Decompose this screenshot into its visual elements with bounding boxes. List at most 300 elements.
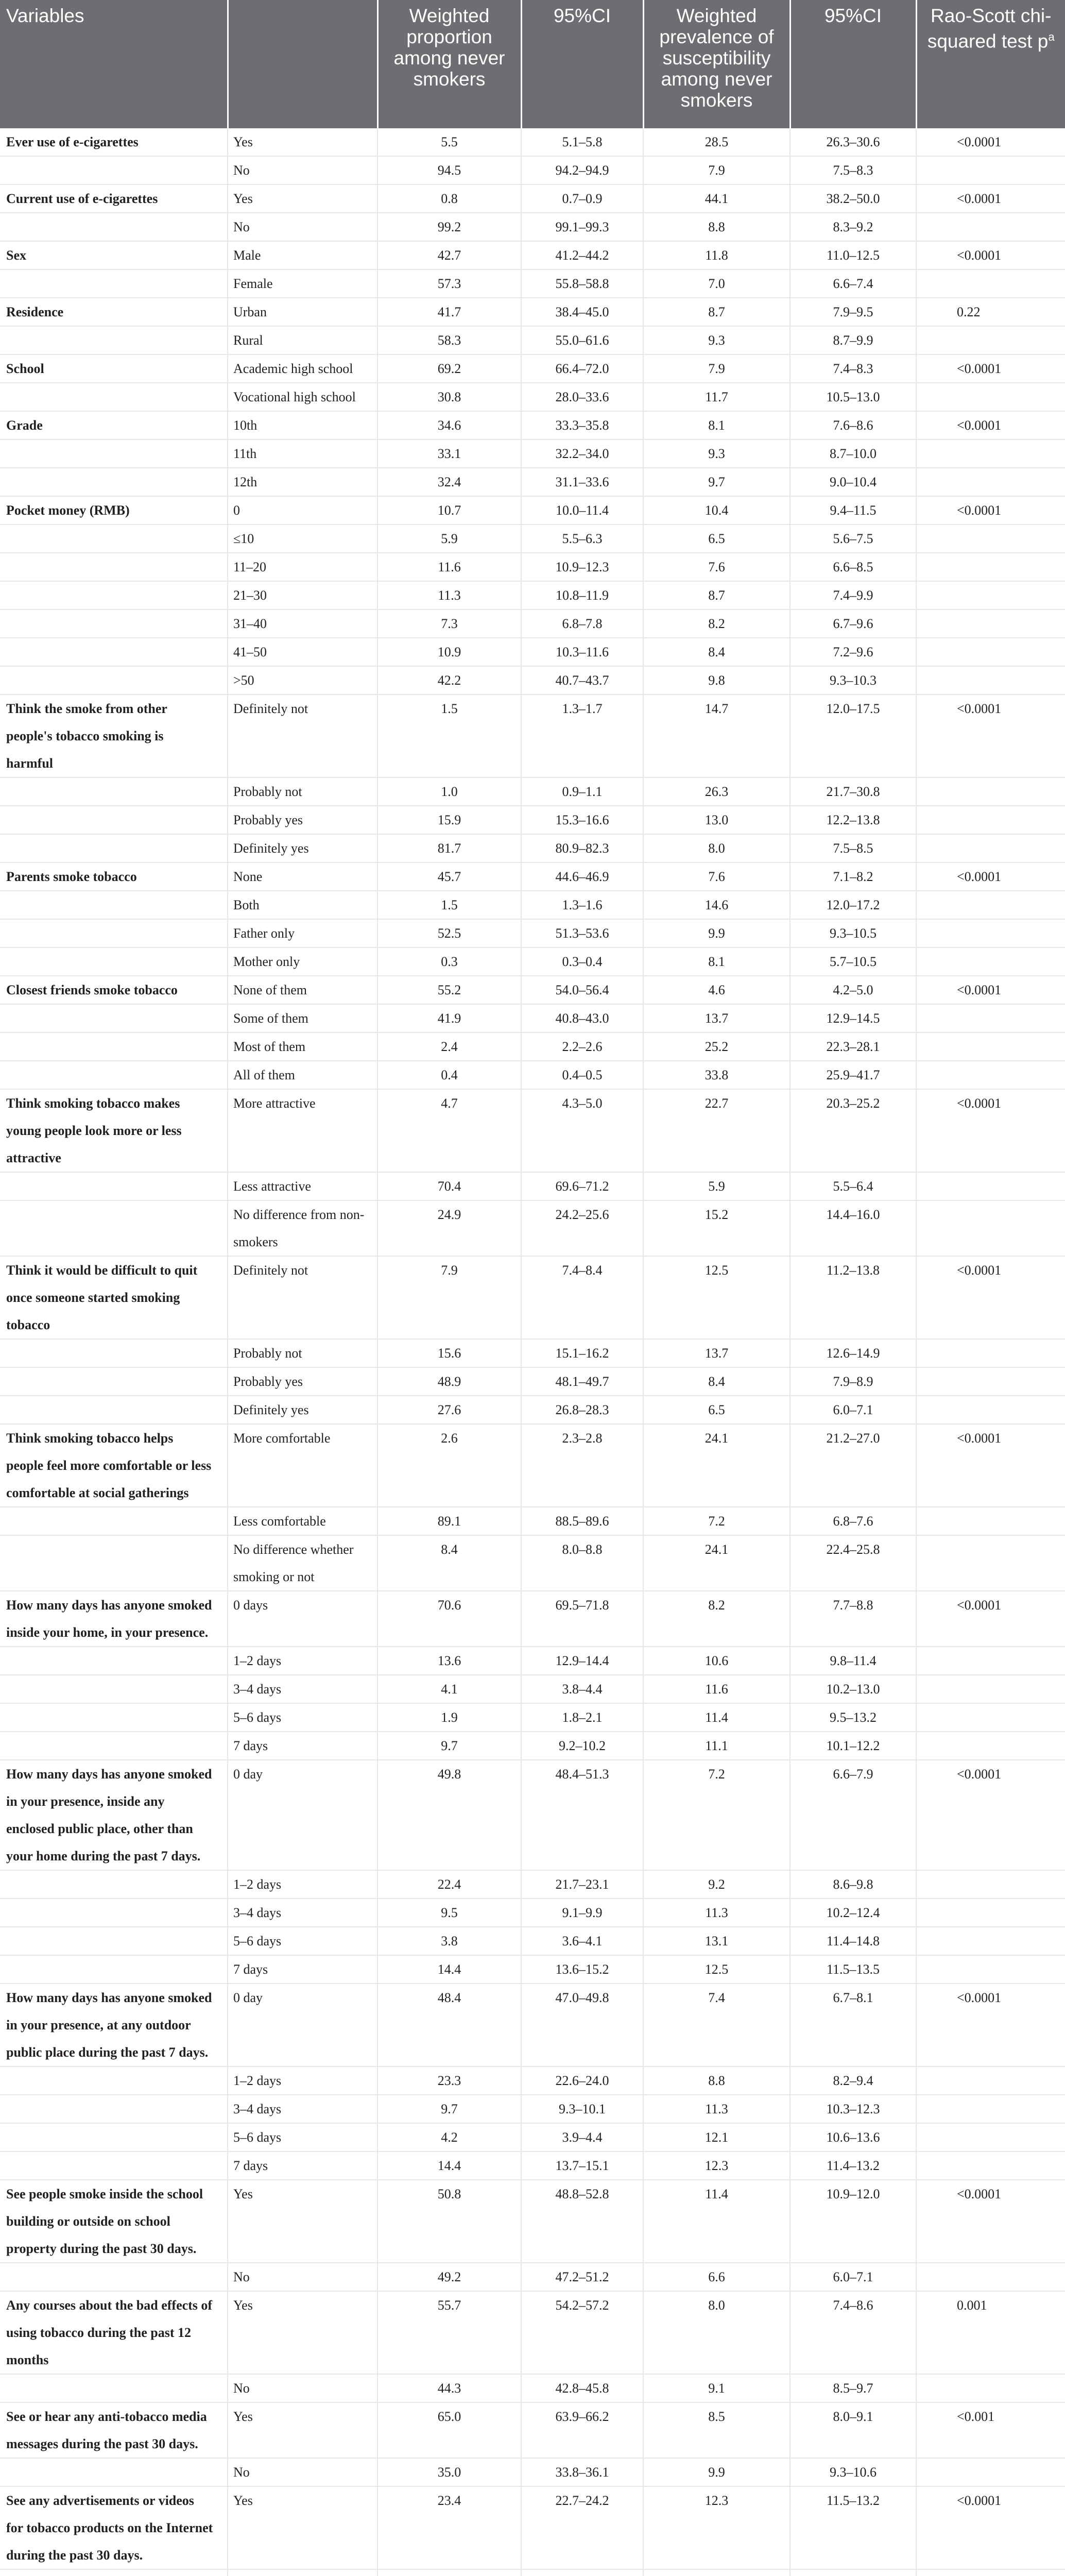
weighted-prevalence-cell: 4.6 [643, 976, 790, 1004]
category-cell: Yes [228, 2486, 377, 2569]
variable-cell: Think the smoke from other people's tobacco smoking is harmful [0, 694, 228, 777]
weighted-prevalence-cell: 13.7 [643, 1339, 790, 1367]
table-row [0, 2151, 1065, 2180]
p-value-cell: <0.0001 [916, 184, 1065, 213]
ci-2-cell: 21.7–30.8 [790, 777, 916, 806]
ci-1-cell: 51.3–53.6 [521, 919, 643, 947]
category-cell: 5–6 days [228, 1703, 377, 1732]
weighted-proportion-cell: 3.8 [377, 1927, 521, 1955]
weighted-proportion-cell [377, 2569, 521, 2576]
p-value-cell: <0.0001 [916, 1424, 1065, 1507]
table-row [0, 269, 1065, 298]
weighted-proportion-cell: 81.7 [377, 834, 521, 862]
category-cell: Probably yes [228, 806, 377, 834]
table-row [0, 581, 1065, 609]
category-cell: Yes [228, 184, 377, 213]
ci-1-cell: 13.6–15.2 [521, 1955, 643, 1984]
weighted-proportion-cell: 14.4 [377, 1955, 521, 1984]
weighted-proportion-cell: 55.7 [377, 2291, 521, 2374]
variable-cell [0, 2263, 228, 2291]
p-value-cell: <0.0001 [916, 1089, 1065, 1172]
category-cell: 11th [228, 439, 377, 468]
weighted-proportion-cell: 70.6 [377, 1591, 521, 1647]
variable-cell: See or hear any anti-tobacco media messages during the past 30 days. [0, 2402, 228, 2458]
table-row [0, 213, 1065, 241]
table-row [0, 1732, 1065, 1760]
p-value-cell: <0.0001 [916, 241, 1065, 269]
p-value-cell [916, 891, 1065, 919]
p-value-cell: <0.0001 [916, 354, 1065, 383]
table-row [0, 411, 1065, 439]
table-row [0, 1647, 1065, 1675]
category-cell: Yes [228, 2402, 377, 2458]
p-value-cell [916, 2374, 1065, 2402]
category-cell: 3–4 days [228, 1899, 377, 1927]
ci-2-cell: 9.3–10.6 [790, 2458, 916, 2486]
variable-cell [0, 919, 228, 947]
category-cell: No [228, 2458, 377, 2486]
p-value-cell [916, 2095, 1065, 2123]
category-cell: Less attractive [228, 1172, 377, 1200]
category-cell: Definitely yes [228, 1396, 377, 1424]
ci-1-cell: 3.6–4.1 [521, 1927, 643, 1955]
p-value-cell [916, 213, 1065, 241]
table-row [0, 1200, 1065, 1256]
weighted-proportion-cell: 1.9 [377, 1703, 521, 1732]
weighted-prevalence-cell: 28.5 [643, 128, 790, 156]
ci-1-cell: 31.1–33.6 [521, 468, 643, 496]
category-cell: Some of them [228, 1004, 377, 1032]
variable-cell [0, 2066, 228, 2095]
category-cell: 0 [228, 496, 377, 524]
variable-cell [0, 1675, 228, 1703]
p-value-cell [916, 666, 1065, 694]
table-row [0, 2402, 1065, 2458]
weighted-prevalence-cell: 6.5 [643, 524, 790, 553]
weighted-prevalence-cell: 11.4 [643, 2180, 790, 2263]
variable-cell [0, 609, 228, 638]
variable-cell [0, 383, 228, 411]
weighted-proportion-cell: 44.3 [377, 2374, 521, 2402]
ci-1-cell: 0.4–0.5 [521, 1061, 643, 1089]
variable-cell [0, 891, 228, 919]
weighted-prevalence-cell: 8.4 [643, 1367, 790, 1396]
p-value-cell [916, 777, 1065, 806]
ci-1-cell: 2.3–2.8 [521, 1424, 643, 1507]
ci-1-cell: 9.1–9.9 [521, 1899, 643, 1927]
category-cell: More comfortable [228, 1424, 377, 1507]
category-cell: Rural [228, 326, 377, 354]
variable-cell [0, 1339, 228, 1367]
ci-2-cell: 9.5–13.2 [790, 1703, 916, 1732]
table-row [0, 1591, 1065, 1647]
ci-1-cell: 54.2–57.2 [521, 2291, 643, 2374]
ci-1-cell: 44.6–46.9 [521, 862, 643, 891]
category-cell: 1–2 days [228, 2066, 377, 2095]
ci-1-cell: 24.2–25.6 [521, 1200, 643, 1256]
variable-cell [0, 1703, 228, 1732]
ci-2-cell: 6.6–7.4 [790, 269, 916, 298]
category-cell: Most of them [228, 1032, 377, 1061]
weighted-prevalence-cell: 11.3 [643, 2095, 790, 2123]
ci-1-cell: 0.3–0.4 [521, 947, 643, 976]
weighted-proportion-cell: 69.2 [377, 354, 521, 383]
variable-cell [0, 213, 228, 241]
weighted-prevalence-cell [643, 2569, 790, 2576]
weighted-proportion-cell: 49.2 [377, 2263, 521, 2291]
ci-1-cell: 4.3–5.0 [521, 1089, 643, 1172]
ci-2-cell: 20.3–25.2 [790, 1089, 916, 1172]
p-value-cell [916, 1367, 1065, 1396]
category-cell: 7 days [228, 1955, 377, 1984]
table-row [0, 354, 1065, 383]
variable-cell [0, 1732, 228, 1760]
ci-2-cell: 11.2–13.8 [790, 1256, 916, 1339]
ci-2-cell: 26.3–30.6 [790, 128, 916, 156]
weighted-proportion-cell: 8.4 [377, 1535, 521, 1591]
weighted-proportion-cell: 23.4 [377, 2486, 521, 2569]
category-cell: No difference whether smoking or not [228, 1535, 377, 1591]
p-value-cell: <0.0001 [916, 1591, 1065, 1647]
weighted-prevalence-cell: 7.9 [643, 354, 790, 383]
p-value-cell [916, 1870, 1065, 1899]
weighted-proportion-cell: 57.3 [377, 269, 521, 298]
weighted-prevalence-cell: 6.6 [643, 2263, 790, 2291]
ci-2-cell: 12.9–14.5 [790, 1004, 916, 1032]
weighted-prevalence-cell: 6.5 [643, 1396, 790, 1424]
variable-cell [0, 1200, 228, 1256]
variable-cell [0, 2151, 228, 2180]
ci-1-cell: 47.2–51.2 [521, 2263, 643, 2291]
weighted-proportion-cell: 50.8 [377, 2180, 521, 2263]
ci-1-cell: 63.9–66.2 [521, 2402, 643, 2458]
ci-2-cell: 9.4–11.5 [790, 496, 916, 524]
weighted-proportion-cell: 11.6 [377, 553, 521, 581]
weighted-prevalence-cell: 8.2 [643, 1591, 790, 1647]
category-cell: Probably yes [228, 1367, 377, 1396]
p-value-cell [916, 383, 1065, 411]
weighted-proportion-cell: 70.4 [377, 1172, 521, 1200]
ci-2-cell: 11.0–12.5 [790, 241, 916, 269]
weighted-prevalence-cell: 13.0 [643, 806, 790, 834]
category-cell: None of them [228, 976, 377, 1004]
table-row [0, 891, 1065, 919]
category-cell: 3–4 days [228, 1675, 377, 1703]
ci-2-cell: 11.4–14.8 [790, 1927, 916, 1955]
table-row [0, 1507, 1065, 1535]
variable-cell: See people smoke inside the school building or outside on school property during the past 30 days. [0, 2180, 228, 2263]
category-cell: 10th [228, 411, 377, 439]
table-row [0, 2291, 1065, 2374]
ci-1-cell: 26.8–28.3 [521, 1396, 643, 1424]
ci-2-cell: 7.4–8.3 [790, 354, 916, 383]
weighted-proportion-cell: 45.7 [377, 862, 521, 891]
p-value-cell: <0.0001 [916, 1984, 1065, 2066]
header-variables: Variables [0, 0, 228, 128]
weighted-proportion-cell: 0.3 [377, 947, 521, 976]
variable-cell: Closest friends smoke tobacco [0, 976, 228, 1004]
ci-1-cell: 5.1–5.8 [521, 128, 643, 156]
table-row [0, 1927, 1065, 1955]
ci-2-cell: 11.4–13.2 [790, 2151, 916, 2180]
weighted-prevalence-cell: 11.6 [643, 1675, 790, 1703]
ci-2-cell: 8.7–9.9 [790, 326, 916, 354]
ci-1-cell: 48.4–51.3 [521, 1760, 643, 1870]
ci-1-cell: 1.8–2.1 [521, 1703, 643, 1732]
weighted-prevalence-cell: 7.2 [643, 1760, 790, 1870]
ci-1-cell: 0.9–1.1 [521, 777, 643, 806]
ci-1-cell: 3.8–4.4 [521, 1675, 643, 1703]
ci-1-cell: 40.7–43.7 [521, 666, 643, 694]
p-value-cell: <0.0001 [916, 976, 1065, 1004]
weighted-proportion-cell: 10.9 [377, 638, 521, 666]
category-cell: Yes [228, 128, 377, 156]
ci-2-cell: 7.4–8.6 [790, 2291, 916, 2374]
table-row [0, 694, 1065, 777]
ci-1-cell: 15.3–16.6 [521, 806, 643, 834]
variable-cell [0, 2569, 228, 2576]
weighted-proportion-cell: 94.5 [377, 156, 521, 184]
weighted-proportion-cell: 42.2 [377, 666, 521, 694]
weighted-proportion-cell: 14.4 [377, 2151, 521, 2180]
variable-cell: Ever use of e-cigarettes [0, 128, 228, 156]
category-cell: Male [228, 241, 377, 269]
category-cell: Probably not [228, 1339, 377, 1367]
header-weighted-prevalence: Weighted prevalence of susceptibility among never smokers [643, 0, 790, 128]
category-cell: 31–40 [228, 609, 377, 638]
ci-2-cell: 14.4–16.0 [790, 1200, 916, 1256]
ci-1-cell: 99.1–99.3 [521, 213, 643, 241]
ci-2-cell: 7.6–8.6 [790, 411, 916, 439]
variable-cell [0, 1396, 228, 1424]
ci-1-cell: 28.0–33.6 [521, 383, 643, 411]
ci-2-cell: 5.5–6.4 [790, 1172, 916, 1200]
table-row [0, 976, 1065, 1004]
ci-1-cell: 10.3–11.6 [521, 638, 643, 666]
ci-1-cell: 88.5–89.6 [521, 1507, 643, 1535]
weighted-prevalence-cell: 9.3 [643, 326, 790, 354]
category-cell: No [228, 156, 377, 184]
weighted-proportion-cell: 41.7 [377, 298, 521, 326]
table-row [0, 609, 1065, 638]
ci-2-cell [790, 2569, 916, 2576]
weighted-proportion-cell: 15.9 [377, 806, 521, 834]
ci-2-cell: 10.3–12.3 [790, 2095, 916, 2123]
p-value-cell: <0.001 [916, 2402, 1065, 2458]
weighted-proportion-cell: 23.3 [377, 2066, 521, 2095]
variable-cell [0, 1507, 228, 1535]
table-row [0, 1089, 1065, 1172]
ci-2-cell: 7.5–8.3 [790, 156, 916, 184]
p-value-cell [916, 326, 1065, 354]
ci-1-cell: 48.8–52.8 [521, 2180, 643, 2263]
category-cell: None [228, 862, 377, 891]
weighted-prevalence-cell: 9.8 [643, 666, 790, 694]
category-cell: Urban [228, 298, 377, 326]
category-cell: >50 [228, 666, 377, 694]
header-ci-1: 95%CI [521, 0, 643, 128]
weighted-proportion-cell: 42.7 [377, 241, 521, 269]
weighted-prevalence-cell: 9.3 [643, 439, 790, 468]
table-row [0, 2180, 1065, 2263]
category-cell: 7 days [228, 2151, 377, 2180]
p-value-cell [916, 2263, 1065, 2291]
ci-1-cell: 6.8–7.8 [521, 609, 643, 638]
weighted-prevalence-cell: 8.1 [643, 947, 790, 976]
category-cell: 1–2 days [228, 1647, 377, 1675]
ci-2-cell: 6.0–7.1 [790, 2263, 916, 2291]
variable-cell [0, 2095, 228, 2123]
ci-2-cell: 8.6–9.8 [790, 1870, 916, 1899]
weighted-prevalence-cell: 12.3 [643, 2151, 790, 2180]
weighted-proportion-cell: 24.9 [377, 1200, 521, 1256]
ci-2-cell: 8.0–9.1 [790, 2402, 916, 2458]
ci-2-cell: 22.4–25.8 [790, 1535, 916, 1591]
variable-cell [0, 2123, 228, 2151]
ci-1-cell: 10.0–11.4 [521, 496, 643, 524]
p-value-cell [916, 806, 1065, 834]
table-row [0, 834, 1065, 862]
p-value-cell [916, 524, 1065, 553]
ci-1-cell: 9.3–10.1 [521, 2095, 643, 2123]
weighted-prevalence-cell: 8.2 [643, 609, 790, 638]
category-cell: 0 days [228, 1591, 377, 1647]
weighted-proportion-cell: 5.5 [377, 128, 521, 156]
variable-cell: Current use of e-cigarettes [0, 184, 228, 213]
ci-1-cell: 69.6–71.2 [521, 1172, 643, 1200]
variable-cell [0, 269, 228, 298]
category-cell: 3–4 days [228, 2095, 377, 2123]
ci-1-cell: 40.8–43.0 [521, 1004, 643, 1032]
p-value-cell [916, 2569, 1065, 2576]
weighted-proportion-cell: 1.0 [377, 777, 521, 806]
p-value-cell [916, 1899, 1065, 1927]
ci-2-cell: 9.3–10.3 [790, 666, 916, 694]
table-row [0, 2095, 1065, 2123]
variable-cell [0, 468, 228, 496]
ci-2-cell: 7.1–8.2 [790, 862, 916, 891]
table-row [0, 666, 1065, 694]
weighted-proportion-cell: 2.6 [377, 1424, 521, 1507]
variable-cell [0, 1367, 228, 1396]
weighted-proportion-cell: 34.6 [377, 411, 521, 439]
variable-cell [0, 1955, 228, 1984]
table-row [0, 241, 1065, 269]
category-cell: 5–6 days [228, 2123, 377, 2151]
table-row [0, 524, 1065, 553]
ci-1-cell: 69.5–71.8 [521, 1591, 643, 1647]
category-cell: 1–2 days [228, 1870, 377, 1899]
category-cell: 12th [228, 468, 377, 496]
category-cell: Yes [228, 2180, 377, 2263]
ci-2-cell: 10.2–12.4 [790, 1899, 916, 1927]
ci-2-cell: 9.3–10.5 [790, 919, 916, 947]
ci-2-cell: 10.1–12.2 [790, 1732, 916, 1760]
weighted-proportion-cell: 32.4 [377, 468, 521, 496]
variable-cell: Think it would be difficult to quit once someone started smoking tobacco [0, 1256, 228, 1339]
ci-2-cell: 25.9–41.7 [790, 1061, 916, 1089]
category-cell: All of them [228, 1061, 377, 1089]
weighted-prevalence-cell: 14.7 [643, 694, 790, 777]
p-value-cell [916, 1004, 1065, 1032]
ci-2-cell: 10.9–12.0 [790, 2180, 916, 2263]
ci-2-cell: 7.2–9.6 [790, 638, 916, 666]
ci-2-cell: 10.2–13.0 [790, 1675, 916, 1703]
weighted-prevalence-cell: 12.3 [643, 2486, 790, 2569]
ci-2-cell: 5.6–7.5 [790, 524, 916, 553]
table-row [0, 496, 1065, 524]
p-value-cell [916, 1955, 1065, 1984]
table-row [0, 184, 1065, 213]
p-value-cell [916, 638, 1065, 666]
weighted-prevalence-cell: 9.9 [643, 919, 790, 947]
weighted-prevalence-cell: 9.9 [643, 2458, 790, 2486]
weighted-proportion-cell: 89.1 [377, 1507, 521, 1535]
ci-1-cell: 10.9–12.3 [521, 553, 643, 581]
p-value-cell [916, 1396, 1065, 1424]
ci-1-cell: 66.4–72.0 [521, 354, 643, 383]
table-row [0, 1955, 1065, 1984]
ci-1-cell: 5.5–6.3 [521, 524, 643, 553]
table-row [0, 128, 1065, 156]
ci-1-cell: 10.8–11.9 [521, 581, 643, 609]
ci-1-cell: 1.3–1.6 [521, 891, 643, 919]
weighted-proportion-cell: 0.8 [377, 184, 521, 213]
variable-cell: Think smoking tobacco helps people feel more comfortable or less comfortable at social gatherings [0, 1424, 228, 1507]
table-row [0, 2123, 1065, 2151]
variable-cell: Sex [0, 241, 228, 269]
variable-cell: See any advertisements or videos for tobacco products on the Internet during the past 30 days. [0, 2486, 228, 2569]
category-cell: No [228, 2263, 377, 2291]
variable-cell: School [0, 354, 228, 383]
table-row [0, 1899, 1065, 1927]
weighted-proportion-cell: 7.9 [377, 1256, 521, 1339]
ci-1-cell: 22.6–24.0 [521, 2066, 643, 2095]
variable-cell: Any courses about the bad effects of using tobacco during the past 12 months [0, 2291, 228, 2374]
category-cell: Yes [228, 2291, 377, 2374]
p-value-cell [916, 947, 1065, 976]
variable-cell [0, 806, 228, 834]
ci-1-cell: 42.8–45.8 [521, 2374, 643, 2402]
weighted-prevalence-cell: 8.0 [643, 2291, 790, 2374]
table-header [0, 0, 1065, 128]
weighted-proportion-cell: 48.9 [377, 1367, 521, 1396]
table-body [0, 128, 1065, 2576]
p-value-cell [916, 553, 1065, 581]
ci-2-cell: 7.5–8.5 [790, 834, 916, 862]
weighted-prevalence-cell: 8.1 [643, 411, 790, 439]
ci-1-cell: 1.3–1.7 [521, 694, 643, 777]
variable-cell [0, 1172, 228, 1200]
weighted-prevalence-cell: 33.8 [643, 1061, 790, 1089]
variable-cell: How many days has anyone smoked in your presence, at any outdoor public place during the past 7 days. [0, 1984, 228, 2066]
weighted-prevalence-cell: 13.1 [643, 1927, 790, 1955]
weighted-prevalence-cell: 44.1 [643, 184, 790, 213]
weighted-proportion-cell: 9.5 [377, 1899, 521, 1927]
ci-2-cell: 8.3–9.2 [790, 213, 916, 241]
weighted-proportion-cell: 52.5 [377, 919, 521, 947]
weighted-prevalence-cell: 15.2 [643, 1200, 790, 1256]
variable-cell [0, 777, 228, 806]
p-value-cell [916, 468, 1065, 496]
table-row [0, 2263, 1065, 2291]
table-row [0, 1703, 1065, 1732]
ci-2-cell: 12.6–14.9 [790, 1339, 916, 1367]
variable-cell: Parents smoke tobacco [0, 862, 228, 891]
weighted-proportion-cell: 49.8 [377, 1760, 521, 1870]
ci-1-cell: 7.4–8.4 [521, 1256, 643, 1339]
header-weighted-proportion: Weighted proportion among never smokers [377, 0, 521, 128]
